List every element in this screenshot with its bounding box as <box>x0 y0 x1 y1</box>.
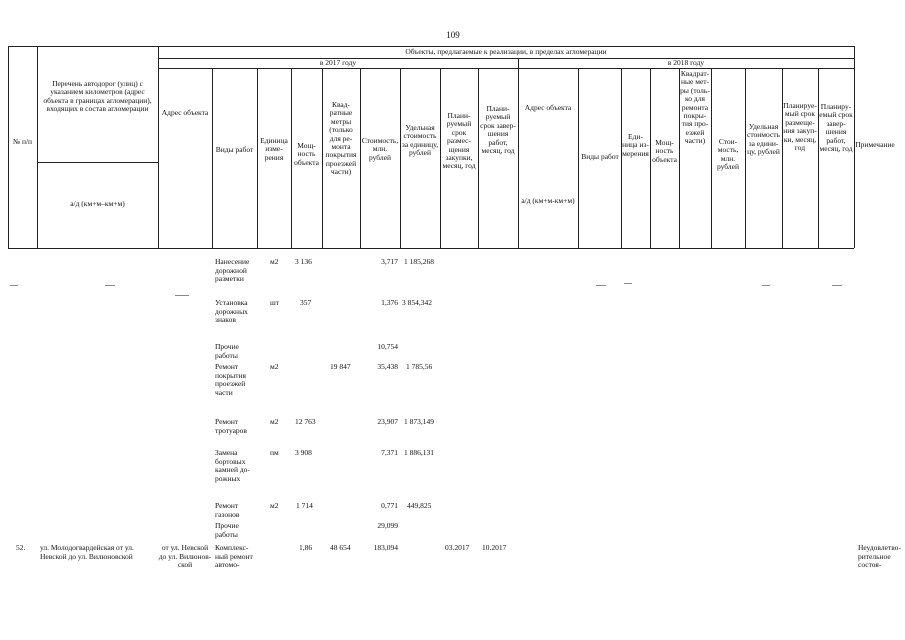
header-plan-purchase: Планируемый срок размесщения закупки, месяц, год <box>442 111 476 171</box>
col-line-19 <box>818 68 819 248</box>
header-unit-2018: Единица измерения <box>622 132 649 158</box>
row-6-work: Ремонт газонов <box>215 501 240 519</box>
header-unit: Единица измерения <box>260 136 288 162</box>
col-line-2 <box>158 46 159 248</box>
header-cost: Стоимость, млн. рублей <box>361 136 399 162</box>
header-roads-list: Перечень автодорог (улиц) с указанием километров (адрес объекта в границах агломерации), входящих в состав агломерации <box>43 79 152 114</box>
row-7-cost: 29,099 <box>377 521 398 530</box>
row-6-unit-cost: 449,825 <box>407 501 432 510</box>
scan-speck <box>762 285 770 286</box>
row-1-cost: 1,376 <box>381 298 398 307</box>
row-1-capacity: 357 <box>300 298 312 307</box>
row-5-unit-cost: 1 886,131 <box>404 448 434 457</box>
header-capacity: Мощность объекта <box>294 141 319 167</box>
page-number: 109 <box>446 30 460 40</box>
row-0-cost: 3,717 <box>381 257 398 266</box>
col-line-1 <box>37 46 38 248</box>
row-1-unit-cost: 3 854,342 <box>402 298 432 307</box>
header-address-2018: Адрес объекта <box>524 103 572 112</box>
row-52-work: Комплексный ремонт автомо- <box>215 543 253 570</box>
header-sq-2017: Квадратные метры (только для ремонта покрытия проезжей части) <box>325 100 357 177</box>
row-52-purchase: 03.2017 <box>445 543 470 552</box>
row-5-work: Замена бортовых камней дорожных <box>215 448 250 483</box>
row-52-capacity: 1,86 <box>299 543 313 552</box>
header-plan-purchase-2018: Планируемый срок размещения закупки, месяц, год <box>783 101 817 153</box>
row-52-sq: 48 654 <box>330 543 351 552</box>
header-unit-cost-2018: Удельная стоимость за единицу, рублей <box>747 122 780 157</box>
scan-speck <box>832 285 842 286</box>
scan-speck <box>10 285 18 286</box>
row-3-sq: 19 847 <box>330 362 351 371</box>
scan-speck <box>175 295 189 296</box>
row-52-num: 52. <box>16 543 26 552</box>
row-52-note: Неудовлетворительное состоя- <box>858 543 901 570</box>
row-4-cost: 23,907 <box>377 417 398 426</box>
scan-speck <box>105 285 115 286</box>
row-7-work: Прочие работы <box>215 521 239 539</box>
header-ad-km-2018: а/д (км+м-км+м) <box>521 196 575 205</box>
row-1-work: Установка дорожных знаков <box>215 298 248 325</box>
col-line-17 <box>745 68 746 248</box>
row-1-unit: шт <box>270 298 280 307</box>
header-note: Примечание <box>855 140 895 149</box>
scan-speck <box>596 285 606 286</box>
row-0-work: Нанесение дорожной разметки <box>215 257 250 284</box>
row-2-cost: 10,754 <box>377 342 398 351</box>
row-52-address: от ул. Невской до ул. Вилюновской <box>158 543 212 570</box>
row-6-unit: м2 <box>270 501 279 510</box>
row-5-capacity: 3 908 <box>295 448 312 457</box>
row-0-unit-cost: 1 185,268 <box>404 257 434 266</box>
row-4-unit-cost: 1 873,149 <box>404 417 434 426</box>
row-5-cost: 7,371 <box>381 448 398 457</box>
row-52-cost: 183,094 <box>373 543 398 552</box>
row-3-work: Ремонт покрытия проезжей части <box>215 362 246 397</box>
row-4-unit: м2 <box>270 417 279 426</box>
header-plan-finish: Планируемый срок завершения работ, месяц, год <box>480 104 516 156</box>
col-line-3 <box>212 68 213 248</box>
row-5-unit: пм <box>270 448 279 457</box>
header-year-2017: в 2017 году <box>319 58 357 67</box>
col-line-0 <box>8 46 9 248</box>
header-sq-2018: Квадратные метры (только для ремонта покрытия проезжей части) <box>680 69 710 146</box>
header-address-2017: Адрес объекта <box>161 108 209 117</box>
header-ad-km: а/д (км+м–км+м) <box>70 199 125 208</box>
row-4-capacity: 12 763 <box>295 417 316 426</box>
row-6-capacity: 1 714 <box>296 501 313 510</box>
col-line-year-split <box>518 58 519 248</box>
row-4-work: Ремонт тротуаров <box>215 417 247 435</box>
header-row-line-2 <box>158 68 854 69</box>
header-capacity-2018: Мощность объекта <box>652 138 677 164</box>
col-line-12 <box>578 68 579 248</box>
row-0-unit: м2 <box>270 257 279 266</box>
row-52-road: ул. Молодогвардейская от ул. Невской до ул. Вилюновской <box>40 543 134 561</box>
header-bottom-line <box>8 248 854 249</box>
header-year-2018: в 2018 году <box>667 58 705 67</box>
header-work-types: Виды работ <box>215 145 254 154</box>
col-line-18 <box>782 68 783 248</box>
header-cost-2018: Стоимость, млн. рублей <box>716 137 740 172</box>
row-0-capacity: 3 136 <box>295 257 312 266</box>
scan-speck <box>624 283 632 284</box>
row-2-work: Прочие работы <box>215 342 239 360</box>
header-npp: № п/п <box>12 137 33 146</box>
header-plan-finish-2018: Планируемый срок завершения работ, месяц, год <box>819 102 853 154</box>
col-line-10 <box>478 68 479 248</box>
row-3-unit: м2 <box>270 362 279 371</box>
row-6-cost: 0,771 <box>381 501 398 510</box>
col-line-8 <box>400 68 401 248</box>
header-unit-cost: Удельная стоимость за единицу, рублей <box>401 123 439 158</box>
row-3-cost: 35,438 <box>377 362 398 371</box>
row-52-finish: 10.2017 <box>482 543 507 552</box>
header-split-line <box>37 162 158 163</box>
header-objects-title: Объекты, предлагаемые к реализации, в пределах агломерации <box>405 47 607 56</box>
header-work-types-2018: Виды работ <box>581 152 619 161</box>
row-3-unit-cost: 1 785,56 <box>406 362 433 371</box>
